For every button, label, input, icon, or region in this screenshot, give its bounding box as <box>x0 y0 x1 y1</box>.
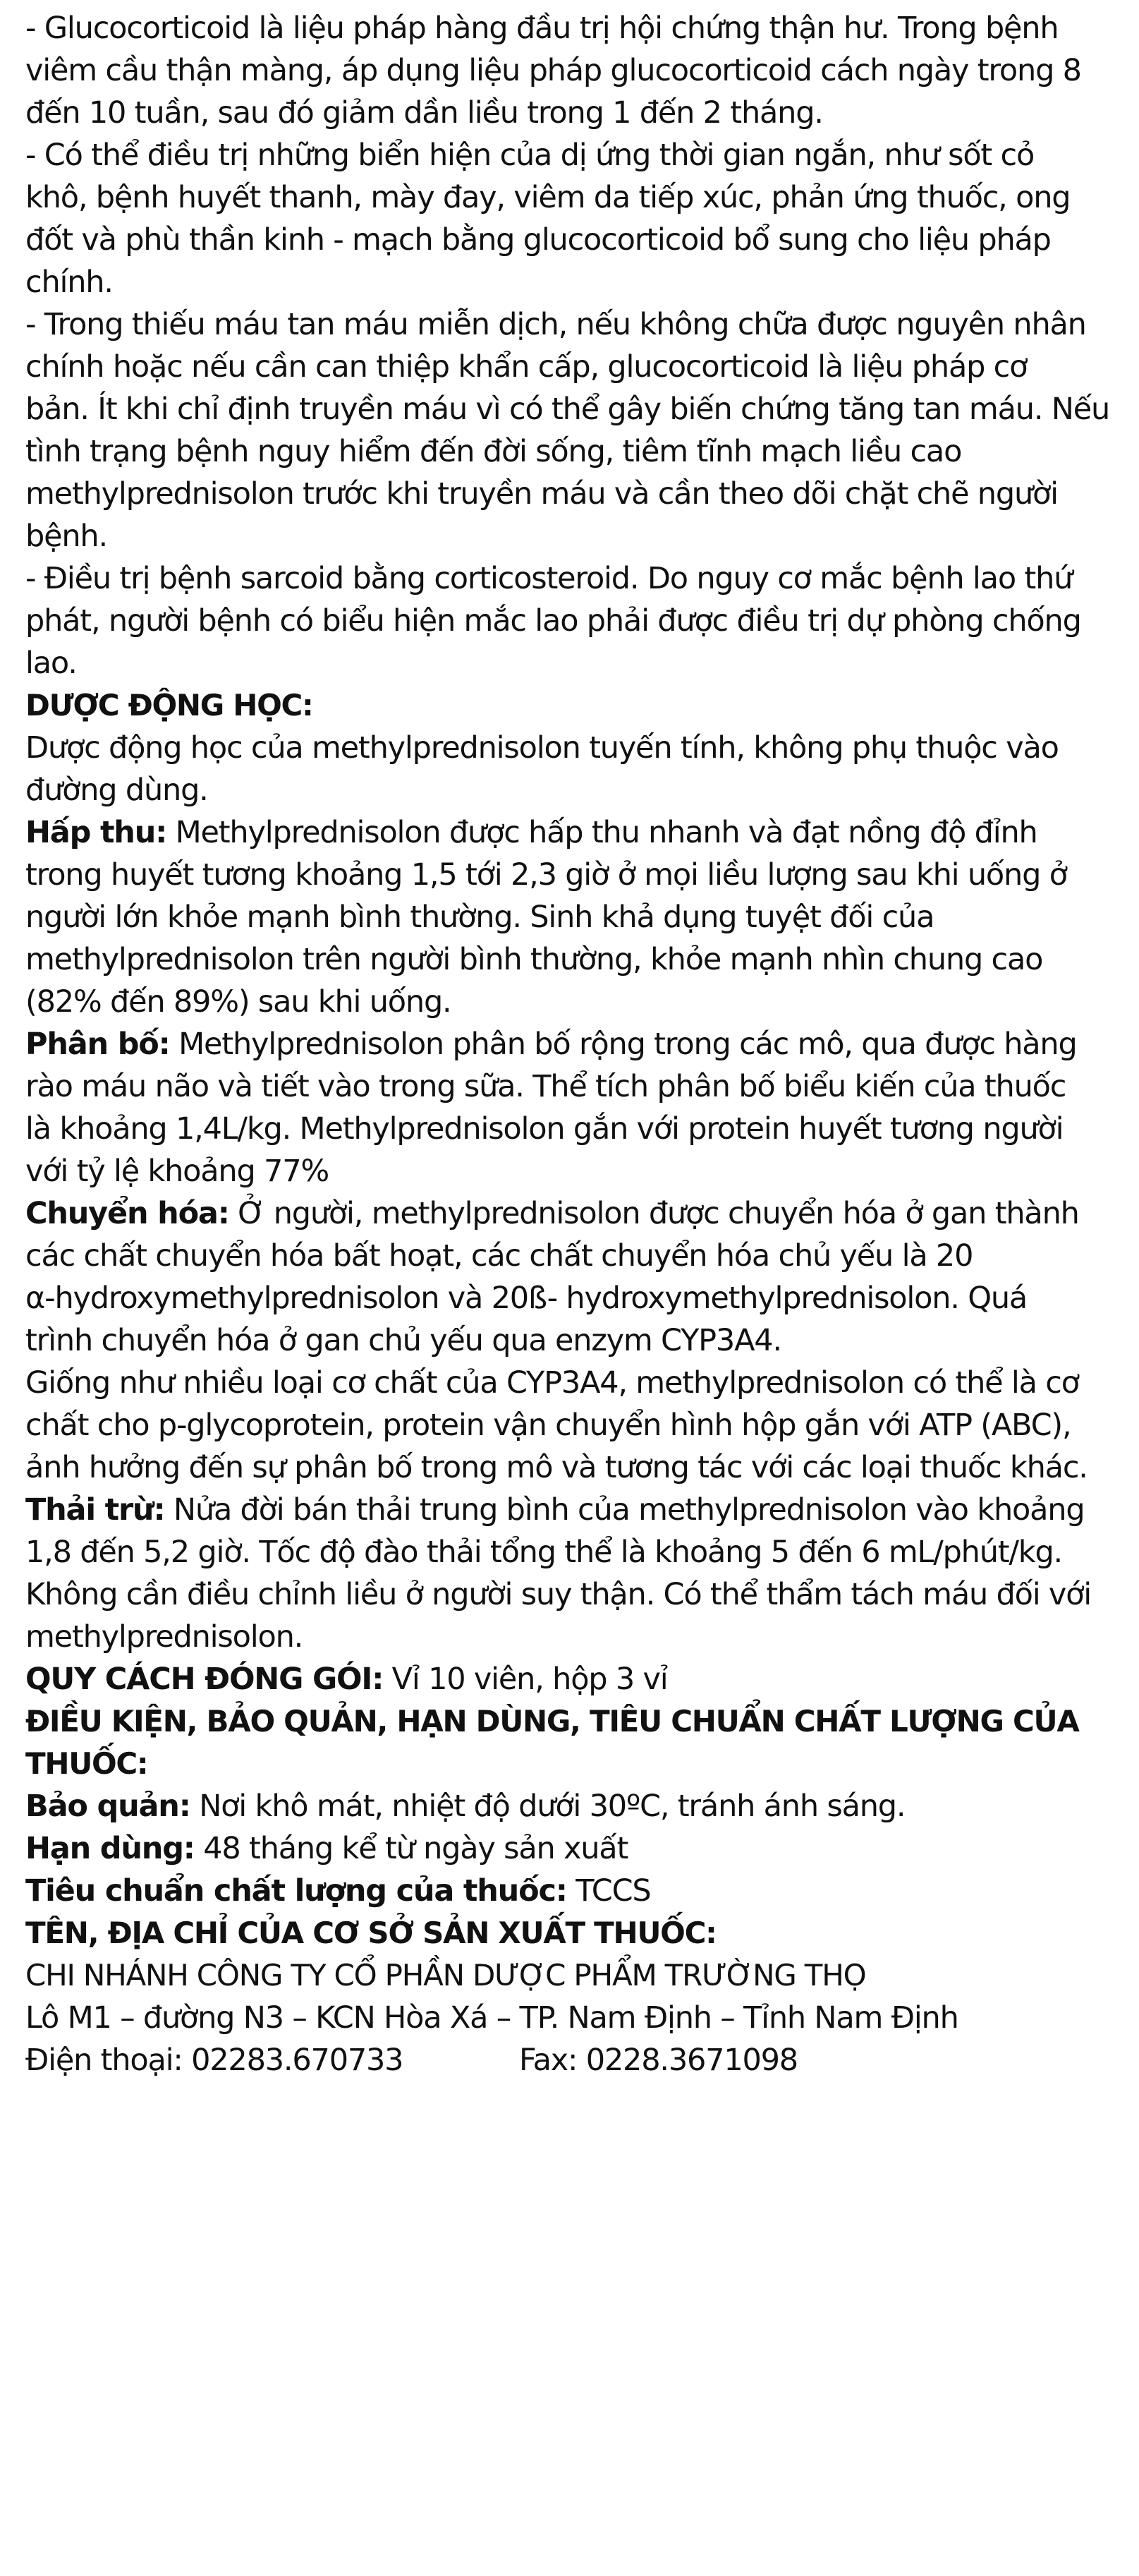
packaging-line <box>25 1658 1122 1700</box>
text-line: Không cần điều chỉnh liều ở người suy thận. Có thể thẩm tách máu đối với <box>25 1577 1092 1612</box>
distribution-label: Phân bố: <box>25 1027 170 1062</box>
phone-number: Điện thoại: 02283.670733 <box>25 2043 403 2078</box>
quality-standard-value: TCCS <box>566 1873 651 1909</box>
pharmacokinetics-heading: DƯỢC ĐỘNG HỌC: <box>25 688 313 722</box>
text-line: Giống như nhiều loại cơ chất của CYP3A4, methylprednisolon có thể là cơ <box>25 1365 1079 1401</box>
manufacturer-address: Lô M1 – đường N3 – KCN Hòa Xá – TP. Nam Định – Tỉnh Nam Định <box>25 2000 958 2036</box>
pk-metabolism <box>25 1192 1122 1489</box>
packaging-label: QUY CÁCH ĐÓNG GÓI: <box>25 1662 384 1697</box>
storage-heading-line-1: ĐIỀU KIỆN, BẢO QUẢN, HẠN DÙNG, TIÊU CHUẨN CHẤT LƯỢNG CỦA <box>25 1704 1079 1739</box>
text-line: - Điều trị bệnh sarcoid bằng corticosteroid. Do nguy cơ mắc bệnh lao thứ <box>25 561 1073 596</box>
text-line: bản. Ít khi chỉ định truyền máu vì có thể gây biến chứng tăng tan máu. Nếu <box>25 392 1110 427</box>
manufacturer-name: CHI NHÁNH CÔNG TY CỔ PHẦN DƯỢC PHẨM TRƯỜNG THỌ <box>25 1958 866 1993</box>
text-line: đến 10 tuần, sau đó giảm dần liều trong 1 đến 2 tháng. <box>25 95 823 131</box>
absorption-text: Methylprednisolon được hấp thu nhanh và đạt nồng độ đỉnh <box>166 815 1037 850</box>
text-line: trong huyết tương khoảng 1,5 tới 2,3 giờ ở mọi liều lượng sau khi uống ở <box>25 857 1067 893</box>
text-line: phát, người bệnh có biểu hiện mắc lao phải được điều trị dự phòng chống <box>25 603 1081 639</box>
text-line: chính hoặc nếu cần can thiệp khẩn cấp, glucocorticoid là liệu pháp cơ <box>25 349 1028 385</box>
elimination-text: Nửa đời bán thải trung bình của methylprednisolon vào khoảng <box>164 1492 1085 1528</box>
text-line: - Có thể điều trị những biển hiện của dị ứng thời gian ngắn, như sốt cỏ <box>25 138 1035 173</box>
packaging-value: Vỉ 10 viên, hộp 3 vỉ <box>383 1662 668 1697</box>
manufacturer-heading: TÊN, ĐỊA CHỈ CỦA CƠ SỞ SẢN XUẤT THUỐC: <box>25 1916 717 1950</box>
pk-intro <box>25 727 1122 811</box>
fax-number: Fax: 0228.3671098 <box>519 2043 798 2078</box>
contact-line <box>25 2039 1122 2081</box>
storage-heading-line-2: THUỐC: <box>25 1746 148 1781</box>
text-line: 1,8 đến 5,2 giờ. Tốc độ đào thải tổng thể là khoảng 5 đến 6 mL/phút/kg. <box>25 1535 1063 1570</box>
text-line: - Trong thiếu máu tan máu miễn dịch, nếu không chữa được nguyên nhân <box>25 307 1086 342</box>
storage-value: Nơi khô mát, nhiệt độ dưới 30ºC, tránh ánh sáng. <box>190 1789 906 1824</box>
pk-elimination <box>25 1489 1122 1658</box>
text-line: tình trạng bệnh nguy hiểm đến đời sống, tiêm tĩnh mạch liều cao <box>25 434 962 469</box>
text-line: đốt và phù thần kinh - mạch bằng glucocorticoid bổ sung cho liệu pháp <box>25 222 1051 258</box>
text-line: trình chuyển hóa ở gan chủ yếu qua enzym CYP3A4. <box>25 1323 781 1358</box>
text-line: lao. <box>25 646 77 681</box>
text-line: bệnh. <box>25 519 107 554</box>
text-line: đường dùng. <box>25 773 208 808</box>
pk-distribution <box>25 1023 1122 1192</box>
text-line: methylprednisolon trên người bình thường, khỏe mạnh nhìn chung cao <box>25 942 1043 977</box>
text-line: (82% đến 89%) sau khi uống. <box>25 984 451 1020</box>
text-line: α-hydroxymethylprednisolon và 20ß- hydroxymethylprednisolon. Quá <box>25 1281 1028 1316</box>
text-line: methylprednisolon. <box>25 1619 303 1655</box>
expiry-value: 48 tháng kể từ ngày sản xuất <box>194 1831 628 1866</box>
indication-hemolytic-anemia <box>25 303 1122 557</box>
text-line <box>25 1192 1122 1235</box>
text-line <box>25 1489 1122 1531</box>
text-line <box>25 811 1122 854</box>
absorption-label: Hấp thu: <box>25 815 167 850</box>
text-line: chất cho p-glycoprotein, protein vận chuyển hình hộp gắn với ATP (ABC), <box>25 1408 1071 1443</box>
text-line: ảnh hưởng đến sự phân bố trong mô và tương tác với các loại thuốc khác. <box>25 1450 1088 1485</box>
storage-label: Bảo quản: <box>25 1789 190 1824</box>
indication-sarcoid <box>25 557 1122 684</box>
text-line: người lớn khỏe mạnh bình thường. Sinh khả dụng tuyệt đối của <box>25 900 934 935</box>
text-line: khô, bệnh huyết thanh, mày đay, viêm da tiếp xúc, phản ứng thuốc, ong <box>25 180 1071 215</box>
quality-standard-line <box>25 1870 1122 1912</box>
text-line: là khoảng 1,4L/kg. Methylprednisolon gắn với protein huyết tương người <box>25 1111 1064 1147</box>
indication-allergy <box>25 134 1122 303</box>
text-line: chính. <box>25 265 113 300</box>
text-line: - Glucocorticoid là liệu pháp hàng đầu trị hội chứng thận hư. Trong bệnh <box>25 11 1059 46</box>
pk-absorption <box>25 811 1122 1023</box>
distribution-text: Methylprednisolon phân bố rộng trong các mô, qua được hàng <box>169 1027 1077 1062</box>
text-line: các chất chuyển hóa bất hoạt, các chất chuyển hóa chủ yếu là 20 <box>25 1238 973 1274</box>
leaflet-page <box>25 7 1122 2081</box>
text-line: methylprednisolon trước khi truyền máu và cần theo dõi chặt chẽ người <box>25 476 1058 512</box>
metabolism-label: Chuyển hóa: <box>25 1196 229 1231</box>
indication-nephrotic <box>25 7 1122 134</box>
text-line <box>25 1023 1122 1065</box>
text-line: rào máu não và tiết vào trong sữa. Thể tích phân bố biểu kiến của thuốc <box>25 1069 1066 1104</box>
expiry-label: Hạn dùng: <box>25 1831 195 1866</box>
storage-line <box>25 1785 1122 1827</box>
text-line: viêm cầu thận màng, áp dụng liệu pháp glucocorticoid cách ngày trong 8 <box>25 53 1081 88</box>
quality-standard-label: Tiêu chuẩn chất lượng của thuốc: <box>25 1873 567 1909</box>
elimination-label: Thải trừ: <box>25 1492 165 1528</box>
text-line: Dược động học của methylprednisolon tuyến tính, không phụ thuộc vào <box>25 730 1059 766</box>
text-line: với tỷ lệ khoảng 77% <box>25 1154 329 1189</box>
metabolism-text: Ở người, methylprednisolon được chuyển hóa ở gan thành <box>229 1196 1079 1231</box>
expiry-line <box>25 1827 1122 1870</box>
